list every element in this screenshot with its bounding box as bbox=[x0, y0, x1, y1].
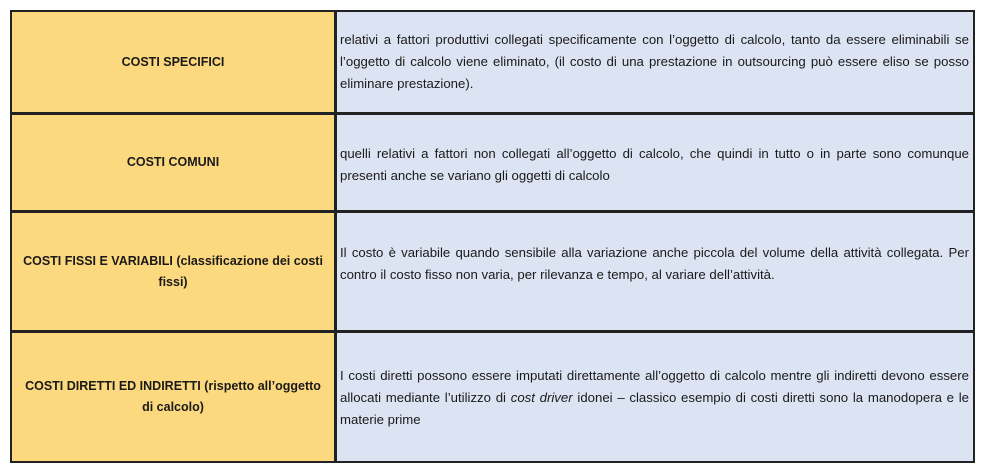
definition-cell-costi-specifici bbox=[337, 12, 973, 112]
definition-text: Il costo è variabile quando sensibile alla variazione anche piccola del volume della attività collegata. Per contro il costo fisso non varia, per rilevanza e tempo, al variare dell’attività. bbox=[340, 245, 969, 282]
definition-text: relativi a fattori produttivi collegati specificamente con l’oggetto di calcolo, tanto da essere eliminabili se l’oggetto di calcolo viene eliminato, (il costo di una prestazione in outsourcing può essere eliso se posso eliminare prestazione). bbox=[340, 32, 969, 91]
definition-text bbox=[340, 365, 969, 431]
definition-text: quelli relativi a fattori non collegati all’oggetto di calcolo, che quindi in tutto o in parte sono comunque presenti anche se variano gli oggetti di calcolo bbox=[340, 146, 969, 183]
term-label: COSTI FISSI E VARIABILI (classificazione dei costi fissi) bbox=[23, 253, 323, 289]
term-cell-costi-diretti-indiretti bbox=[12, 333, 334, 461]
term-cell-costi-specifici bbox=[12, 12, 334, 112]
term-label: COSTI SPECIFICI bbox=[121, 54, 225, 69]
definition-emphasis: cost driver bbox=[510, 390, 573, 405]
term-label: COSTI DIRETTI ED INDIRETTI (rispetto all’oggetto di calcolo) bbox=[25, 379, 321, 414]
term-cell-costi-comuni bbox=[12, 115, 334, 210]
cost-classification-table bbox=[10, 10, 975, 463]
definition-text-part: I costi diretti possono essere imputati direttamente all’oggetto di calcolo mentre gli indiretti devono essere allocati mediante l’utilizzo di bbox=[340, 368, 969, 405]
term-cell-costi-fissi-variabili bbox=[12, 213, 334, 330]
definition-cell-costi-diretti-indiretti bbox=[337, 333, 973, 461]
definition-cell-costi-fissi-variabili bbox=[337, 213, 973, 330]
definition-text-part: idonei – classico esempio di costi diretti sono la manodopera e le materie prime bbox=[340, 390, 970, 427]
definition-cell-costi-comuni bbox=[337, 115, 973, 210]
term-label: COSTI COMUNI bbox=[126, 155, 220, 169]
